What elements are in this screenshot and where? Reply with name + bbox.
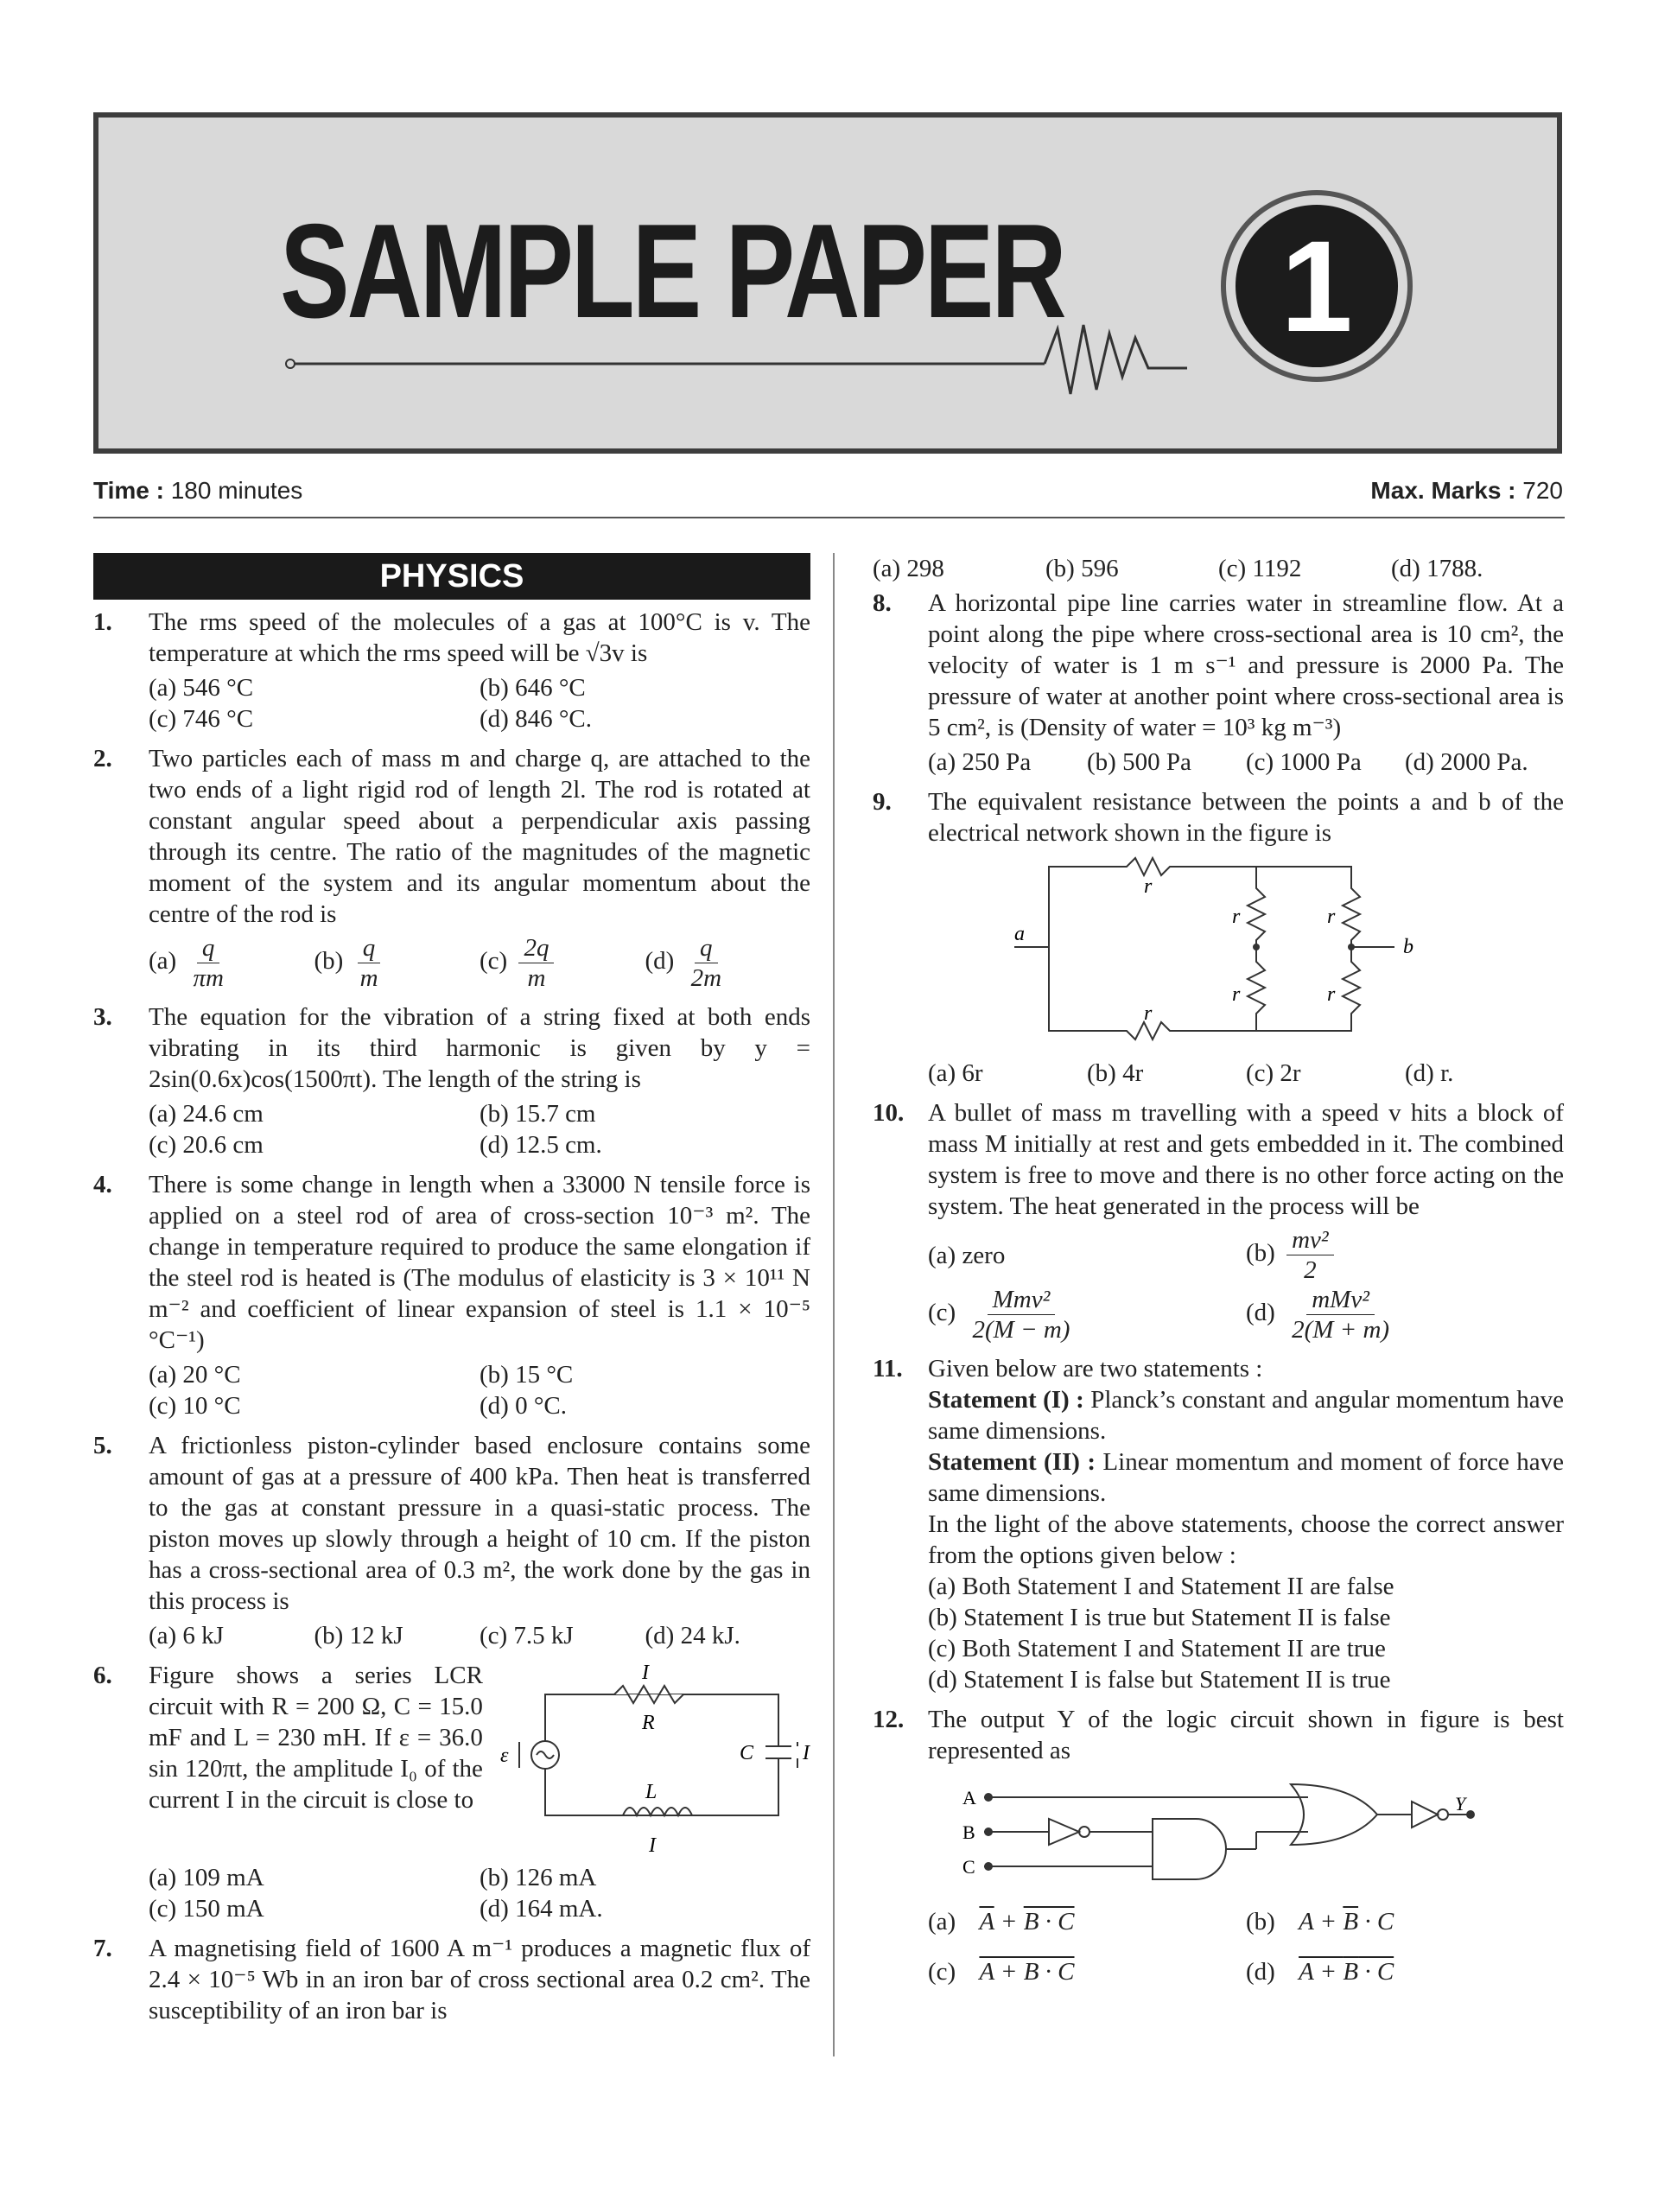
current-label-top: I <box>641 1662 649 1684</box>
option-c[interactable]: (c) 1000 Pa <box>1246 748 1362 776</box>
fraction <box>518 933 554 993</box>
question-number: 7. <box>93 1935 112 1962</box>
option-d[interactable]: (d) A + B · C <box>1246 1958 1394 1986</box>
option-c[interactable] <box>480 933 645 993</box>
question-text: The rms speed of the molecules of a gas at 100°C is v. The temperature at which the rms speed will be √3v is <box>149 608 810 667</box>
denominator: 2 <box>1304 1256 1317 1284</box>
question-number: 10. <box>873 1099 905 1127</box>
option-d[interactable]: (d) 164 mA. <box>480 1895 603 1923</box>
fraction <box>1286 1225 1334 1285</box>
question-number: 12. <box>873 1706 905 1733</box>
question-6 <box>93 1660 810 1924</box>
option-c[interactable]: (c) 2r <box>1246 1059 1301 1087</box>
question-3 <box>93 1001 810 1160</box>
logic-circuit-figure <box>928 1771 1481 1901</box>
input-a-label: A <box>962 1787 976 1808</box>
numerator: q <box>695 933 718 963</box>
option-label: (d) <box>1246 1958 1275 1986</box>
fraction <box>355 933 384 993</box>
option-a[interactable]: (a) 546 °C <box>149 674 254 702</box>
question-text: The equation for the vibration of a string fixed at both ends vibrating in its third harmonic is given by y = 2sin(0.6x)cos(1500πt). The length of the string is <box>149 1003 810 1093</box>
option-c[interactable] <box>928 1285 1246 1344</box>
option-c[interactable]: (c) 10 °C <box>149 1392 241 1420</box>
paper-title: SAMPLE PAPER <box>280 196 1064 346</box>
statement-2 <box>928 1446 1564 1509</box>
terminal-b-label: b <box>1403 936 1413 958</box>
resistor-top-label: r <box>1144 875 1153 898</box>
statement-2-label: Statement (II) : <box>928 1448 1096 1476</box>
denominator: 2(M − m) <box>972 1316 1070 1344</box>
option-a[interactable]: (a) 298 <box>873 555 944 582</box>
resistor-mid-upper-label: r <box>1232 906 1241 928</box>
option-d[interactable]: (d) r. <box>1405 1059 1454 1087</box>
numerator: q <box>197 933 220 963</box>
fraction <box>967 1285 1075 1344</box>
paper-number: 1 <box>1280 213 1353 359</box>
left-column <box>93 553 810 2035</box>
title-banner <box>93 112 1562 454</box>
emf-label: ε <box>499 1745 509 1767</box>
marks-label: Max. Marks : <box>1370 477 1516 504</box>
option-label: (c) <box>480 947 508 976</box>
question-text: There is some change in length when a 33000 N tensile force is applied on a steel rod of area of cross-section 10⁻³ m². The change in temperature required to produce the same elongation if the steel rod is heated is (The modulus of elasticity is 3 × 10¹¹ N m⁻² and coefficient of linear expansion of steel is 1.1 × 10⁻⁵ °C⁻¹) <box>149 1171 810 1354</box>
option-label: (a) <box>928 1241 956 1269</box>
options <box>149 1862 810 1924</box>
option-c[interactable]: (c) 150 mA <box>149 1895 264 1923</box>
question-text: A horizontal pipe line carries water in streamline flow. At a point along the pipe where cross-sectional area is 10 cm², the velocity of water is 1 m s⁻¹ and pressure is 2000 Pa. The pressure of water at another point where cross-sectional area is 5 cm², is (Density of water = 10³ kg m⁻³) <box>928 589 1564 741</box>
denominator: 2m <box>690 964 722 992</box>
option-b[interactable] <box>1246 1225 1564 1285</box>
option-a[interactable] <box>928 1240 1246 1271</box>
option-a[interactable] <box>149 933 314 993</box>
denominator: m <box>527 964 546 992</box>
options <box>149 1620 810 1651</box>
option-d[interactable]: (d) 2000 Pa. <box>1405 748 1528 776</box>
option-d[interactable]: (d) Statement I is false but Statement II is true <box>928 1666 1391 1694</box>
option-a[interactable]: (a) 20 °C <box>149 1361 241 1389</box>
option-c[interactable]: (c) 1192 <box>1218 555 1302 582</box>
statement-1-label: Statement (I) : <box>928 1386 1084 1414</box>
question-number: 3. <box>93 1003 112 1031</box>
option-a[interactable]: (a) 109 mA <box>149 1864 264 1891</box>
option-b[interactable]: (b) 596 <box>1045 555 1119 582</box>
denominator: 2(M + m) <box>1292 1316 1390 1344</box>
input-c-label: C <box>962 1856 975 1878</box>
question-number: 11. <box>873 1355 903 1382</box>
question-number: 4. <box>93 1171 112 1198</box>
question-number: 5. <box>93 1432 112 1459</box>
statement-2-text: Linear momentum and moment of force have same dimensions. <box>928 1448 1565 1507</box>
option-b[interactable]: (b) 12 kJ <box>314 1622 403 1649</box>
question-text: The equivalent resistance between the points a and b of the electrical network shown in the figure is <box>928 788 1564 847</box>
numerator: 2q <box>518 933 554 963</box>
option-d[interactable] <box>645 933 811 993</box>
question-text: Figure shows a series LCR circuit with R = 200 Ω, C = 15.0 mF and L = 230 mH. If ε = 36.0 sin 120πt, the amplitude I₀ of the current I in the circuit is close to <box>149 1662 483 1814</box>
capacitor-label: C <box>739 1742 753 1764</box>
option-b[interactable]: (b) 15 °C <box>480 1361 574 1389</box>
option-label: (a) <box>149 947 177 976</box>
question-number: 8. <box>873 589 892 617</box>
question-text: Two particles each of mass m and charge q, are attached to the two ends of a light rigid rod of length 2l. The rod is rotated at constant angular speed about a perpendicular axis passing through its centre. The ratio of the magnitudes of the magnetic moment of the system and its angular momentum about the centre of the rod is <box>149 745 810 928</box>
resistor-mid-lower-label: r <box>1232 983 1241 1006</box>
marks-info <box>1370 477 1563 505</box>
lcr-circuit-figure <box>493 1660 810 1859</box>
option-label: (b) <box>1246 1908 1275 1936</box>
options <box>928 1225 1564 1344</box>
question-11 <box>873 1353 1564 1695</box>
resistor-right-upper-label: r <box>1327 906 1336 928</box>
input-b-label: B <box>962 1821 975 1843</box>
question-text: A bullet of mass m travelling with a speed v hits a block of mass M initially at rest and gets embedded in it. The combined system is free to move and there is no other force acting on the system. The heat generated in the process will be <box>928 1099 1564 1220</box>
statement-1 <box>928 1384 1564 1446</box>
option-b[interactable]: (b) $A + \overline{B} \cdot C$ <box>1246 1908 1394 1936</box>
options <box>149 933 810 993</box>
question-text: A magnetising field of 1600 A m⁻¹ produces a magnetic flux of 2.4 × 10⁻⁵ Wb in an iron bar of cross sectional area 0.2 cm². The susceptibility of an iron bar is <box>149 1935 810 2024</box>
option-b[interactable]: (b) 4r <box>1087 1059 1144 1087</box>
numerator: mv² <box>1286 1225 1334 1255</box>
resistor-bottom-label: r <box>1144 1002 1153 1025</box>
resistor-label: R <box>641 1712 655 1734</box>
option-label: (c) <box>928 1958 956 1986</box>
question-5 <box>93 1430 810 1651</box>
option-c[interactable]: (c) 746 °C <box>149 705 254 733</box>
inductor-label: L <box>645 1781 657 1803</box>
question-9 <box>873 786 1564 1089</box>
question-text: A frictionless piston-cylinder based enclosure contains some amount of gas at a pressure of 400 kPa. Then heat is transferred to the gas at constant pressure in a quasi-static process. The piston moves up slowly through a height of 10 cm. If the piston has a cross-sectional area of 0.3 m², the work done by the gas in this process is <box>149 1432 810 1615</box>
question-7-options <box>873 553 1564 584</box>
option-label: (a) <box>928 1908 956 1936</box>
marks-value: 720 <box>1522 477 1563 504</box>
option-a[interactable]: (a) 24.6 cm <box>149 1100 264 1128</box>
option-d[interactable]: (d) 0 °C. <box>480 1392 568 1420</box>
header-rule <box>93 517 1565 518</box>
option-value: zero <box>962 1241 1006 1269</box>
option-label: (d) <box>645 947 675 976</box>
denominator: πm <box>193 964 224 992</box>
question-number: 6. <box>93 1662 112 1689</box>
options <box>928 1058 1564 1089</box>
option-d[interactable]: (d) 24 kJ. <box>645 1622 740 1649</box>
option-d[interactable]: (d) 1788. <box>1391 555 1483 582</box>
option-b[interactable]: (b) 15.7 cm <box>480 1100 596 1128</box>
time-label: Time : <box>93 477 164 504</box>
question-text: The output Y of the logic circuit shown in figure is best represented as <box>928 1706 1564 1764</box>
fraction <box>686 933 727 993</box>
option-c[interactable]: (c) A + B · C <box>928 1958 1075 1986</box>
option-a[interactable]: (a) 6r <box>928 1059 983 1087</box>
options <box>928 747 1564 778</box>
option-d[interactable]: (d) 12.5 cm. <box>480 1131 602 1159</box>
numerator: Mmv² <box>988 1285 1056 1315</box>
option-a[interactable]: (a) $\overline{A} + B \cdot C$ <box>928 1908 1075 1936</box>
options <box>149 1098 810 1160</box>
option-b[interactable]: (b) 646 °C <box>480 674 586 702</box>
numerator: mMv² <box>1306 1285 1375 1315</box>
terminal-a-label: a <box>1014 923 1025 945</box>
options <box>928 1906 1564 1987</box>
resistor-right-lower-label: r <box>1327 983 1336 1006</box>
option-c[interactable]: (c) Both Statement I and Statement II are true <box>928 1635 1386 1662</box>
question-2 <box>93 743 810 993</box>
option-c[interactable]: (c) 7.5 kJ <box>480 1622 574 1649</box>
question-8 <box>873 588 1564 778</box>
section-heading: PHYSICS <box>93 553 810 600</box>
fraction <box>187 933 228 993</box>
question-number: 2. <box>93 745 112 772</box>
option-label: (b) <box>314 947 344 976</box>
column-divider <box>833 553 835 2056</box>
denominator: m <box>359 964 378 992</box>
option-b[interactable]: (b) Statement I is true but Statement II is false <box>928 1604 1391 1631</box>
current-label-bottom: I <box>648 1834 656 1857</box>
option-c[interactable]: (c) 20.6 cm <box>149 1131 264 1159</box>
question-outro: In the light of the above statements, choose the correct answer from the options given below : <box>928 1510 1564 1569</box>
output-y-label: Y <box>1455 1793 1466 1815</box>
option-label: (d) <box>1246 1299 1275 1327</box>
time-value: 180 minutes <box>170 477 303 504</box>
question-1 <box>93 607 810 734</box>
resistor-network-figure <box>1014 854 1464 1052</box>
options <box>149 1359 810 1421</box>
option-a[interactable]: (a) 250 Pa <box>928 748 1032 776</box>
statement-1-text: Planck’s constant and angular momentum have same dimensions. <box>928 1386 1565 1445</box>
question-intro: Given below are two statements : <box>928 1355 1263 1382</box>
question-12 <box>873 1704 1564 1987</box>
option-label: (b) <box>1246 1239 1275 1268</box>
options <box>149 672 810 734</box>
numerator: q <box>358 933 381 963</box>
option-d[interactable] <box>1246 1285 1564 1344</box>
option-b[interactable]: (b) 126 mA <box>480 1864 597 1891</box>
question-number: 1. <box>93 608 112 636</box>
option-a[interactable]: (a) 6 kJ <box>149 1622 224 1649</box>
right-column <box>873 553 1564 1996</box>
current-label-right: I <box>802 1742 810 1764</box>
option-d[interactable]: (d) 846 °C. <box>480 705 593 733</box>
fraction <box>1286 1285 1394 1344</box>
option-b[interactable]: (b) 500 Pa <box>1087 748 1191 776</box>
option-label: (c) <box>928 1299 956 1327</box>
question-7 <box>93 1933 810 2026</box>
question-number: 9. <box>873 788 892 816</box>
option-a[interactable]: (a) Both Statement I and Statement II are false <box>928 1573 1394 1600</box>
question-10 <box>873 1097 1564 1344</box>
question-4 <box>93 1169 810 1421</box>
option-b[interactable] <box>314 933 480 993</box>
time-info <box>93 477 302 505</box>
